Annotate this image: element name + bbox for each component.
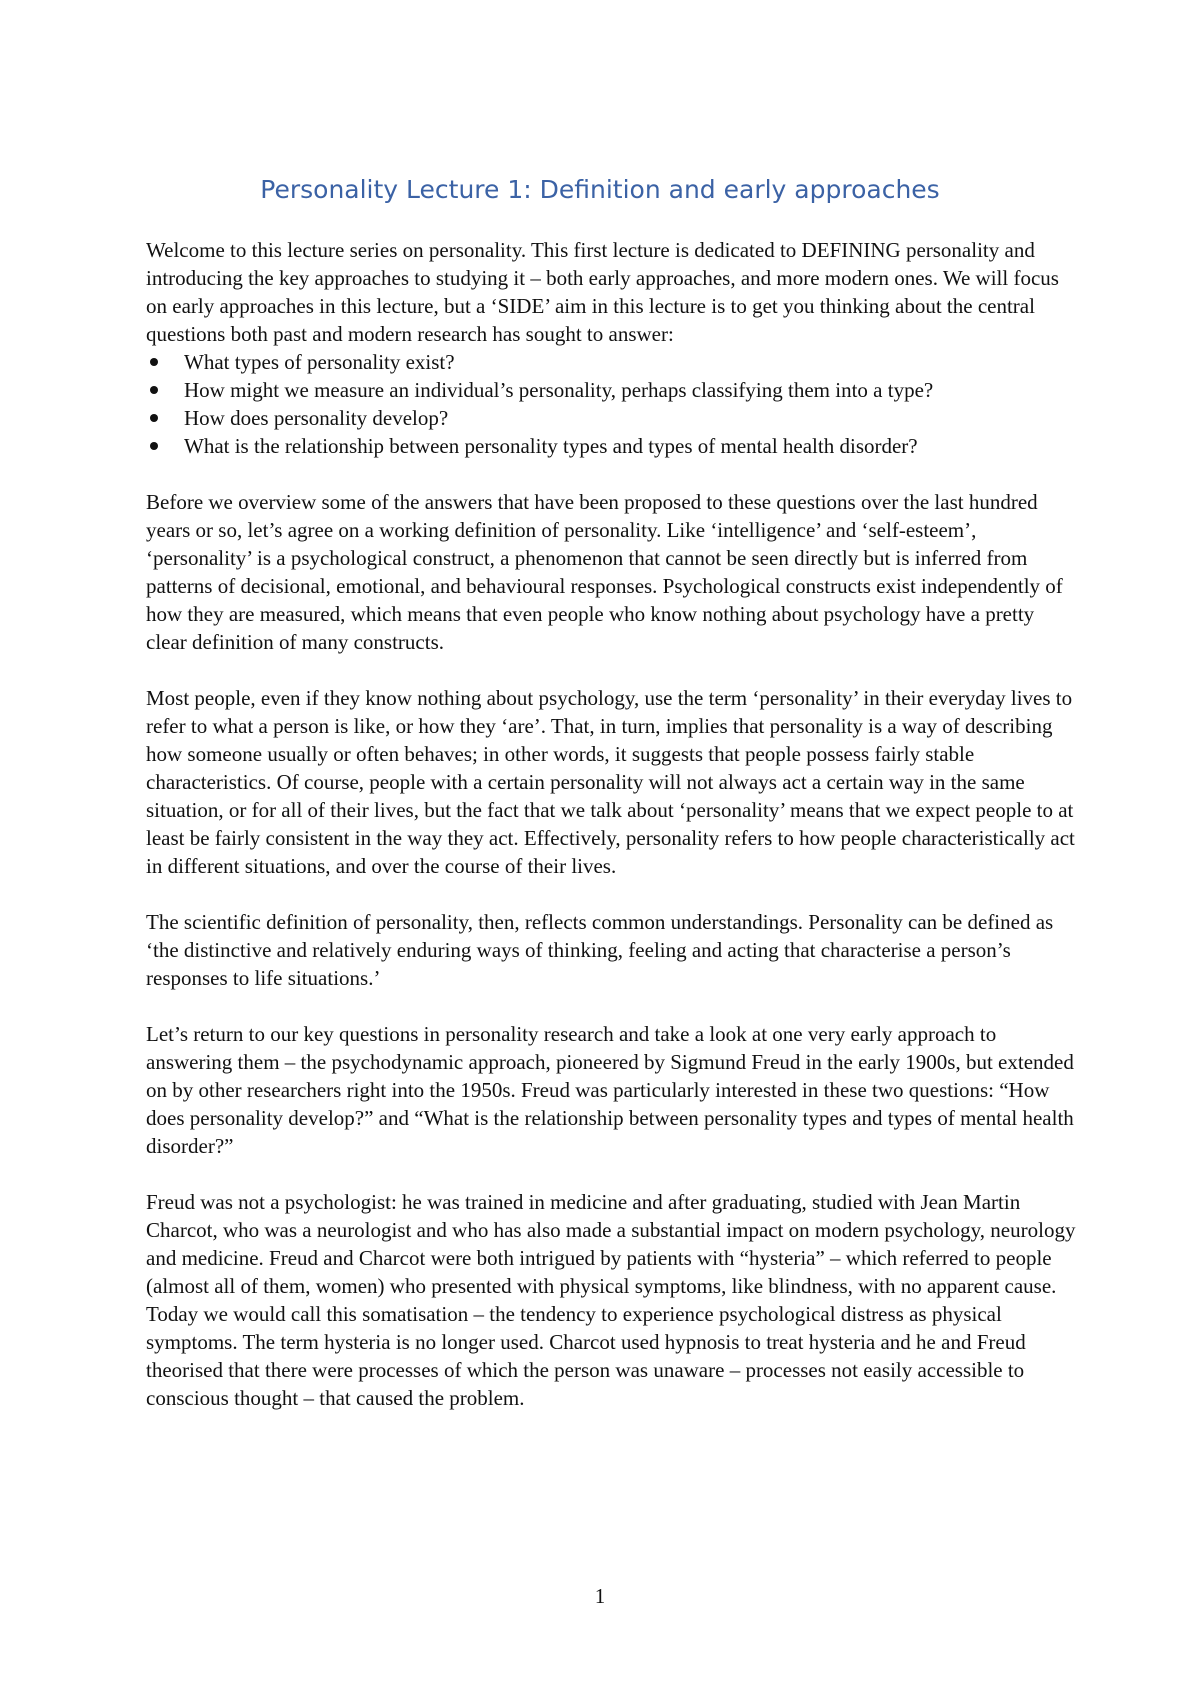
- question-list: [146, 348, 1076, 460]
- list-item: What types of personality exist?: [146, 348, 1076, 376]
- paragraph-scientific-definition: The scientific definition of personality, then, reflects common understandings. Personality can be defined as ‘the distinctive and relatively enduring ways of thinking, feeling and acting that characterise a person’s responses to life situations.’: [146, 910, 1054, 990]
- page-number: 1: [594, 1584, 606, 1608]
- page-title: Personality Lecture 1: Definition and early approaches: [260, 175, 940, 204]
- paragraph-psychodynamic: Let’s return to our key questions in personality research and take a look at one very early approach to answering them – the psychodynamic approach, pioneered by Sigmund Freud in the early 1900s, but extended on by other researchers right into the 1950s. Freud was particularly interested in these two questions: “How does personality develop?” and “What is the relationship between personality types and types of mental health disorder?”: [146, 1022, 1074, 1158]
- document-body: [146, 236, 1076, 1440]
- list-item: What is the relationship between personality types and types of mental health disorder?: [146, 432, 1076, 460]
- intro-paragraph: Welcome to this lecture series on personality. This first lecture is dedicated to DEFINING personality and introducing the key approaches to studying it – both early approaches, and more modern ones. We will focus on early approaches in this lecture, but a ‘SIDE’ aim in this lecture is to get you thinking about the central questions both past and modern research has sought to answer:: [146, 238, 1059, 346]
- list-item: How does personality develop?: [146, 404, 1076, 432]
- paragraph-everyday-use: Most people, even if they know nothing about psychology, use the term ‘personality’ in their everyday lives to refer to what a person is like, or how they ‘are’. That, in turn, implies that personality is a way of describing how someone usually or often behaves; in other words, it suggests that people possess fairly stable characteristics. Of course, people with a certain personality will not always act a certain way in the same situation, or for all of their lives, but the fact that we talk about ‘personality’ means that we expect people to at least be fairly consistent in the way they act. Effectively, personality refers to how people characteristically act in different situations, and over the course of their lives.: [146, 686, 1075, 878]
- paragraph-definition: Before we overview some of the answers that have been proposed to these questions over the last hundred years or so, let’s agree on a working definition of personality. Like ‘intelligence’ and ‘self-esteem’, ‘personality’ is a psychological construct, a phenomenon that cannot be seen directly but is inferred from patterns of decisional, emotional, and behavioural responses. Psychological constructs exist independently of how they are measured, which means that even people who know nothing about psychology have a pretty clear definition of many constructs.: [146, 490, 1063, 654]
- list-item: How might we measure an individual’s personality, perhaps classifying them into a type?: [146, 376, 1076, 404]
- paragraph-freud-charcot: Freud was not a psychologist: he was trained in medicine and after graduating, studied with Jean Martin Charcot, who was a neurologist and who has also made a substantial impact on modern psychology, neurology and medicine. Freud and Charcot were both intrigued by patients with “hysteria” – which referred to people (almost all of them, women) who presented with physical symptoms, like blindness, with no apparent cause. Today we would call this somatisation – the tendency to experience psychological distress as physical symptoms. The term hysteria is no longer used. Charcot used hypnosis to treat hysteria and he and Freud theorised that there were processes of which the person was unaware – processes not easily accessible to conscious thought – that caused the problem.: [146, 1190, 1076, 1410]
